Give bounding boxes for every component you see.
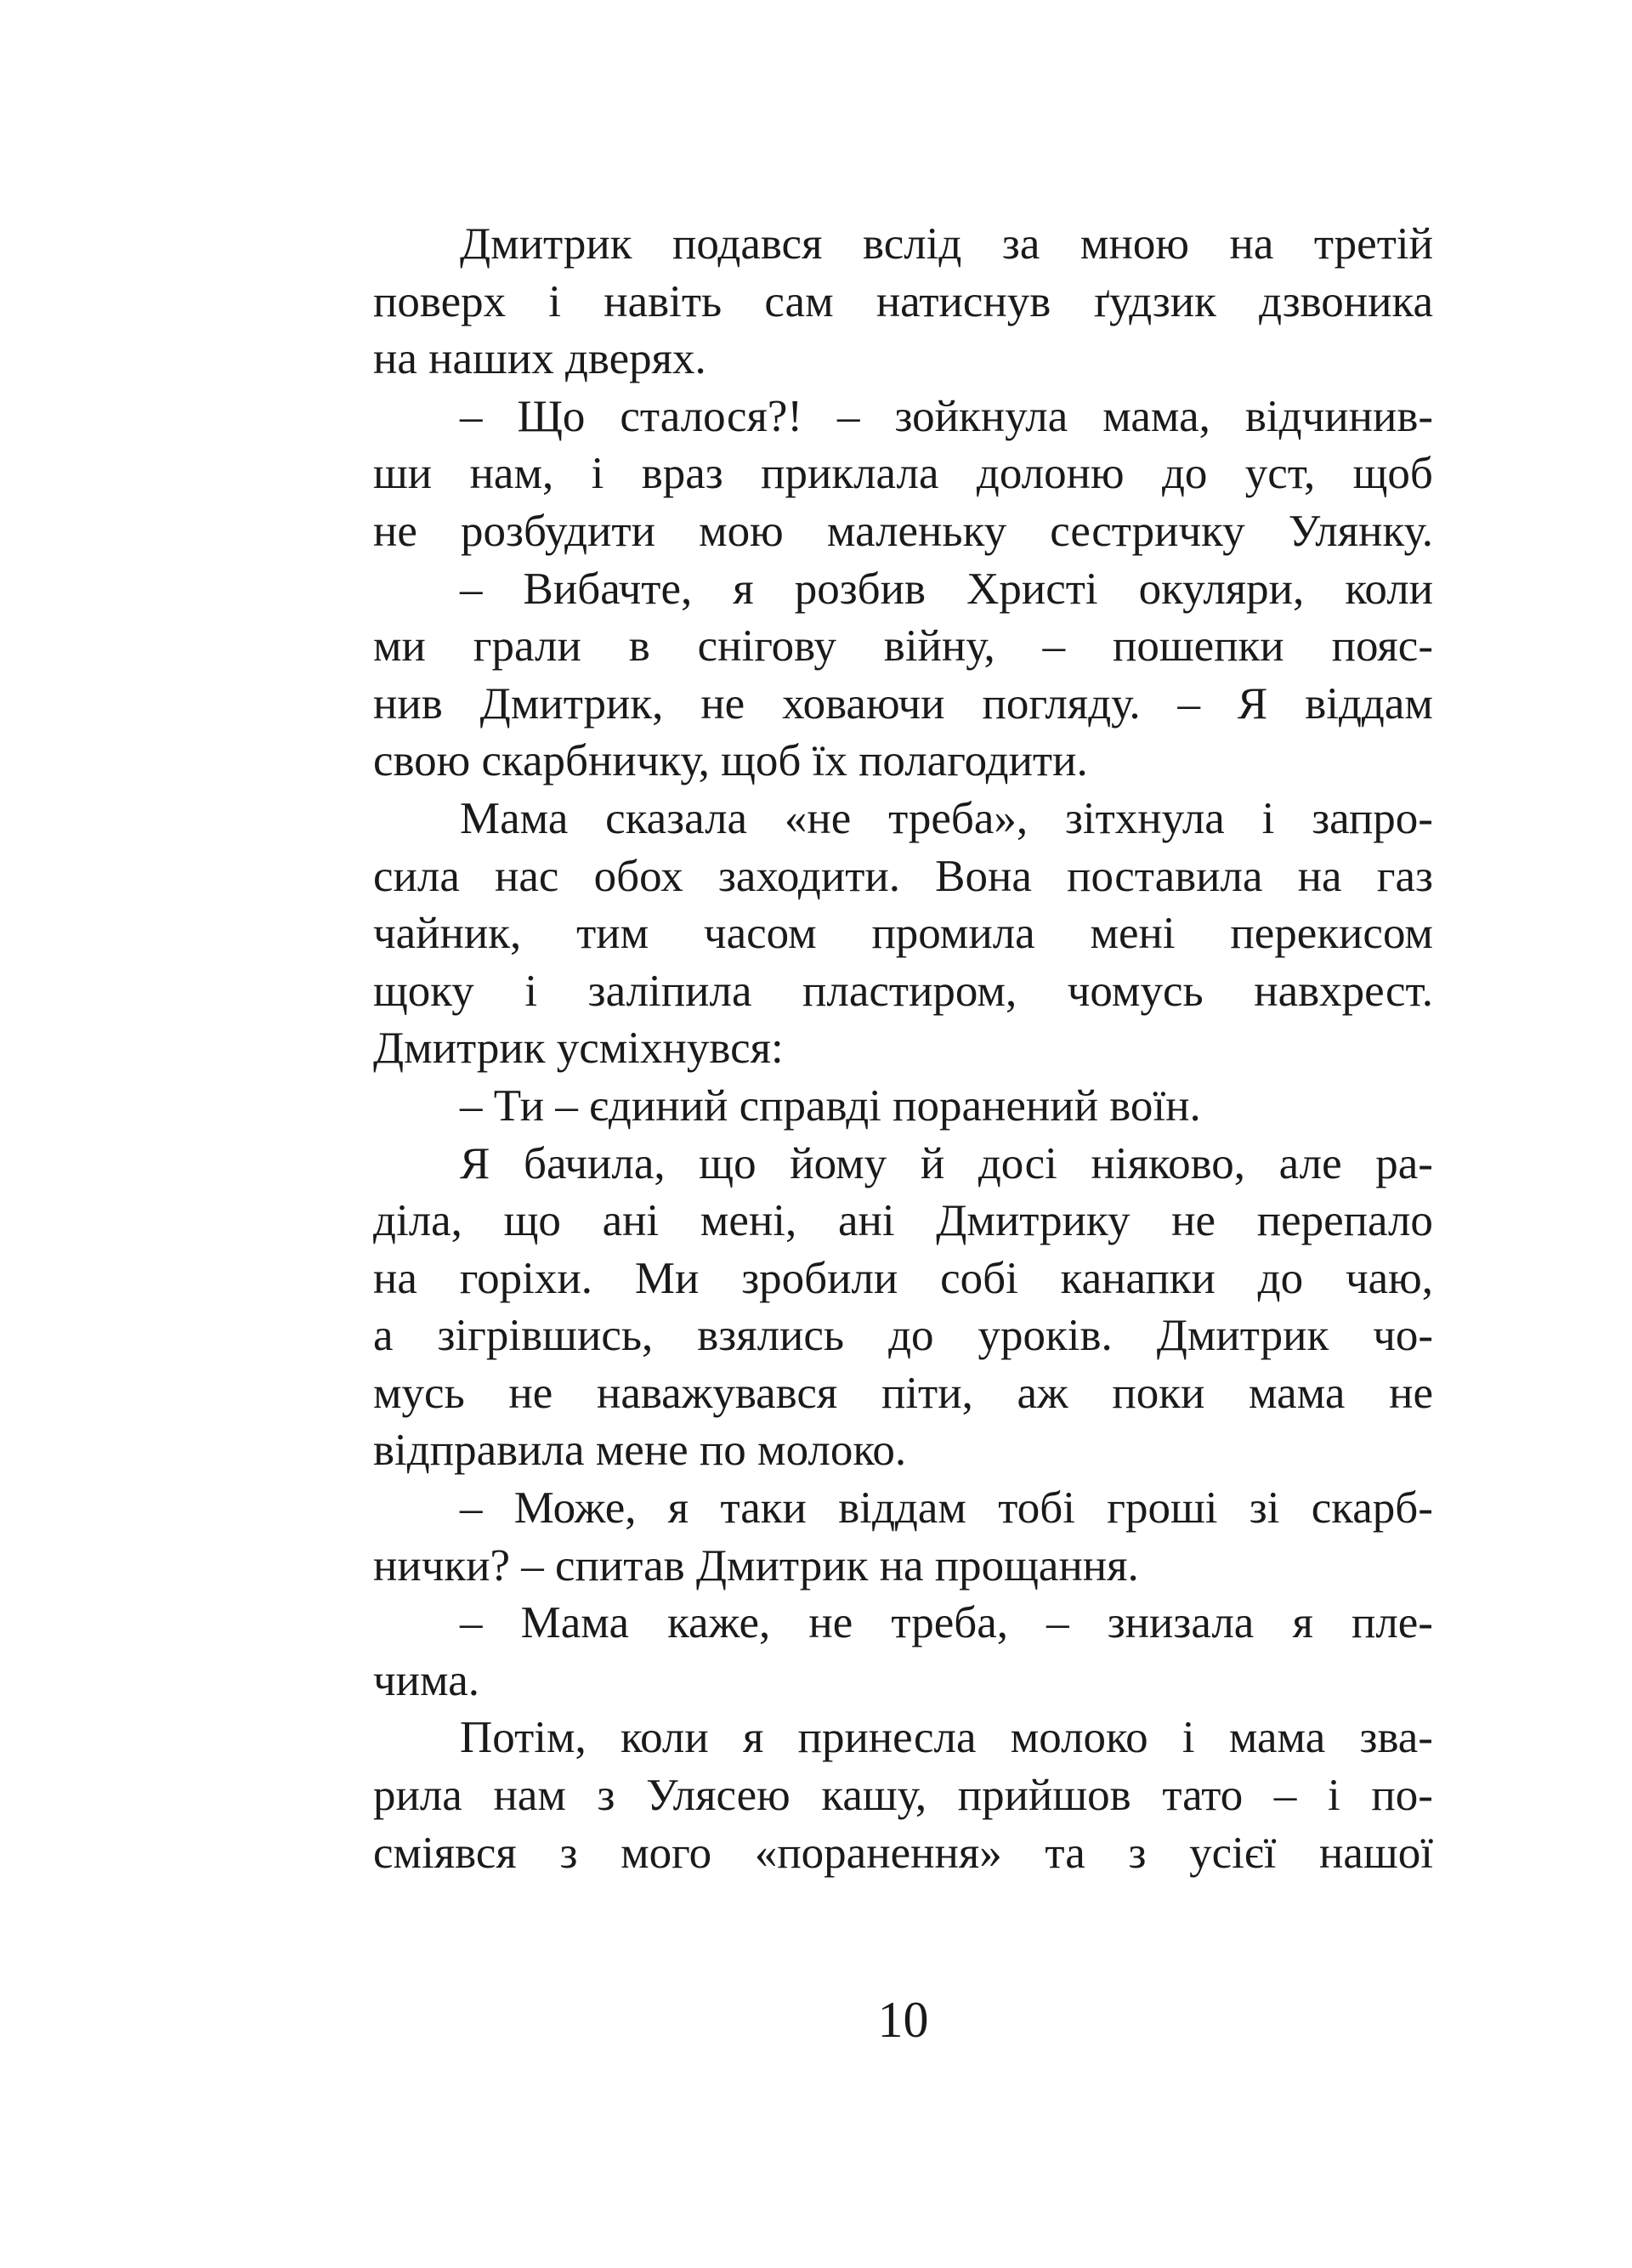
word: нив <box>373 678 443 729</box>
text-line: на наших дверях. <box>373 334 706 384</box>
word: Дмитрик <box>460 219 632 269</box>
word: пошепки <box>1113 621 1284 672</box>
word: щоб <box>1352 449 1433 499</box>
word: до <box>1161 449 1208 499</box>
word: й <box>920 1138 945 1188</box>
text-line <box>373 503 1433 561</box>
word: досі <box>978 1138 1057 1188</box>
word: зробили <box>741 1253 898 1303</box>
word: наважувався <box>596 1368 838 1418</box>
word: – <box>1273 1771 1297 1821</box>
word: «поранення» <box>754 1828 1002 1878</box>
word: я <box>742 1713 764 1763</box>
word: перекисом <box>1230 909 1433 959</box>
word: долоню <box>976 449 1125 499</box>
text-line: нички? – спитав Дмитрик на прощання. <box>373 1540 1139 1590</box>
word: зі <box>1249 1483 1280 1534</box>
page-body-text <box>373 216 1433 1882</box>
word: рила <box>373 1771 462 1821</box>
word: заходити. <box>717 851 900 901</box>
word: мого <box>620 1828 712 1878</box>
text-line: свою скарбничку, щоб їх полагодити. <box>373 736 1088 786</box>
word: поки <box>1112 1368 1205 1418</box>
word: приклала <box>761 449 939 499</box>
word: щоку <box>373 966 474 1016</box>
word: а <box>373 1311 394 1361</box>
word: на <box>1229 219 1274 269</box>
word: Я <box>1237 678 1268 729</box>
text-line: Дмитрик усміхнувся: <box>373 1023 784 1074</box>
word: заліпила <box>587 966 752 1016</box>
word: мою <box>699 506 784 556</box>
word: ніяково, <box>1091 1138 1245 1188</box>
word: нам <box>493 1771 566 1821</box>
word: скарб- <box>1311 1483 1433 1534</box>
word: дзвоника <box>1259 276 1433 326</box>
word: йому <box>790 1138 887 1188</box>
word: треба», <box>888 793 1028 843</box>
word: ані <box>837 1196 895 1246</box>
word: але <box>1278 1138 1342 1188</box>
word: мама <box>1228 1713 1326 1763</box>
word: сам <box>764 276 834 326</box>
word: грали <box>473 621 581 672</box>
word: Дмитрик, <box>479 678 664 729</box>
word: що <box>503 1196 561 1246</box>
word: сила <box>373 851 460 901</box>
word: мусь <box>373 1368 465 1418</box>
word: Мама <box>520 1598 629 1648</box>
text-line <box>373 848 1433 906</box>
word: зва- <box>1359 1713 1433 1763</box>
word: уст, <box>1244 449 1316 499</box>
text-line <box>373 618 1433 676</box>
word: вслід <box>863 219 962 269</box>
word: нам, <box>469 449 554 499</box>
text-line <box>373 1136 1433 1194</box>
word: і <box>1261 793 1275 843</box>
word: треба, <box>891 1598 1008 1648</box>
word: Ми <box>634 1253 700 1303</box>
word: запро- <box>1312 793 1433 843</box>
text-line <box>373 445 1433 503</box>
word: враз <box>641 449 723 499</box>
word: на <box>1297 851 1342 901</box>
word: погляду. <box>982 678 1141 729</box>
word: мені <box>1090 909 1176 959</box>
word: ра- <box>1375 1138 1433 1188</box>
word: я <box>1292 1598 1313 1648</box>
word: – <box>1177 678 1201 729</box>
text-line <box>373 963 1433 1021</box>
word: не <box>808 1598 853 1648</box>
word: піти, <box>881 1368 973 1418</box>
word: віддам <box>1305 678 1433 729</box>
word: молоко <box>1010 1713 1148 1763</box>
word: та <box>1045 1828 1085 1878</box>
word: і <box>591 449 604 499</box>
word: сказала <box>605 793 748 843</box>
word: Христі <box>966 564 1098 614</box>
word: і <box>1328 1771 1340 1821</box>
text-line: відправила мене по молоко. <box>373 1426 907 1476</box>
word: пле- <box>1351 1598 1433 1648</box>
word: гроші <box>1107 1483 1218 1534</box>
word: часом <box>703 909 817 959</box>
word: Мама <box>460 793 569 843</box>
word: принесла <box>797 1713 977 1763</box>
word: тато <box>1162 1771 1244 1821</box>
word: з <box>559 1828 578 1878</box>
word: снігову <box>697 621 836 672</box>
word: окуляри, <box>1138 564 1305 614</box>
word: за <box>1001 219 1040 269</box>
word: Дмитрик <box>1156 1311 1329 1361</box>
word: сталося?! <box>620 391 803 441</box>
word: Що <box>517 391 586 441</box>
word: коли <box>1345 564 1433 614</box>
word: аж <box>1017 1368 1068 1418</box>
text-line <box>373 388 1433 446</box>
word: нас <box>495 851 559 901</box>
word: війну, <box>883 621 995 672</box>
word: кашу, <box>821 1771 927 1821</box>
word: по- <box>1371 1771 1433 1821</box>
text-line <box>373 905 1433 963</box>
word: – <box>1046 1598 1069 1648</box>
word: коли <box>620 1713 709 1763</box>
word: пояс- <box>1331 621 1433 672</box>
word: і <box>524 966 538 1016</box>
word: уроків. <box>978 1311 1113 1361</box>
word: – <box>460 1598 483 1648</box>
text-line <box>373 561 1433 619</box>
word: чо- <box>1373 1311 1433 1361</box>
word: подався <box>672 219 823 269</box>
word: чомусь <box>1067 966 1204 1016</box>
word: сміявся <box>373 1828 517 1878</box>
text-line <box>373 1193 1433 1250</box>
word: не <box>700 678 745 729</box>
word: навхрест. <box>1254 966 1433 1016</box>
word: «не <box>784 793 852 843</box>
word: Може, <box>513 1483 637 1534</box>
word: – <box>460 391 483 441</box>
word: навіть <box>604 276 722 326</box>
text-line <box>373 1767 1433 1825</box>
text-line <box>373 1595 1433 1653</box>
word: сестричку <box>1050 506 1245 556</box>
text-line <box>373 791 1433 848</box>
word: і <box>548 276 562 326</box>
word: діла, <box>373 1196 462 1246</box>
text-line: чима. <box>373 1655 479 1705</box>
word: Улянку. <box>1288 506 1433 556</box>
word: ши <box>373 449 433 499</box>
word: в <box>628 621 650 672</box>
word: Вона <box>935 851 1032 901</box>
word: не <box>1389 1368 1433 1418</box>
text-line <box>373 1480 1433 1538</box>
word: тим <box>576 909 649 959</box>
word: нашої <box>1319 1828 1433 1878</box>
word: ми <box>373 621 426 672</box>
word: – <box>1042 621 1066 672</box>
word: натиснув <box>876 276 1051 326</box>
word: Вибачте, <box>523 564 693 614</box>
word: зігрівшись, <box>437 1311 654 1361</box>
word: – <box>460 1483 483 1534</box>
word: тобі <box>998 1483 1075 1534</box>
word: не <box>373 506 417 556</box>
word: я <box>733 564 754 614</box>
text-line <box>373 676 1433 734</box>
word: не <box>508 1368 553 1418</box>
word: канапки <box>1060 1253 1216 1303</box>
word: чайник, <box>373 909 522 959</box>
word: Я <box>460 1138 490 1188</box>
word: на <box>373 1253 417 1303</box>
word: Потім, <box>460 1713 586 1763</box>
word: горіхи. <box>459 1253 592 1303</box>
text-line <box>373 1250 1433 1308</box>
word: з <box>1128 1828 1147 1878</box>
word: третій <box>1313 219 1433 269</box>
word: ґудзик <box>1093 276 1216 326</box>
word: відчинив- <box>1244 391 1433 441</box>
word: каже, <box>667 1598 771 1648</box>
word: до <box>1257 1253 1304 1303</box>
word: ховаючи <box>782 678 945 729</box>
word: обох <box>593 851 683 901</box>
word: знизала <box>1107 1598 1255 1648</box>
word: усієї <box>1189 1828 1277 1878</box>
word: не <box>1171 1196 1216 1246</box>
word: ані <box>602 1196 660 1246</box>
word: Улясею <box>646 1771 790 1821</box>
word: маленьку <box>826 506 1007 556</box>
text-line <box>373 274 1433 332</box>
word: що <box>699 1138 756 1188</box>
word: поверх <box>373 276 507 326</box>
text-line <box>373 216 1433 274</box>
word: промила <box>871 909 1035 959</box>
text-line <box>373 1365 1433 1423</box>
word: таки <box>720 1483 807 1534</box>
word: собі <box>940 1253 1018 1303</box>
word: мама, <box>1102 391 1210 441</box>
word: Дмитрику <box>936 1196 1130 1246</box>
word: до <box>888 1311 934 1361</box>
word: – <box>460 564 483 614</box>
text-line <box>373 1710 1433 1767</box>
word: розбудити <box>461 506 655 556</box>
word: поставила <box>1067 851 1263 901</box>
word: взялись <box>697 1311 845 1361</box>
word: зойкнула <box>894 391 1068 441</box>
word: мені, <box>700 1196 797 1246</box>
page-number: 10 <box>877 1992 929 2048</box>
word: бачила, <box>524 1138 666 1188</box>
word: розбив <box>794 564 926 614</box>
word: і <box>1182 1713 1195 1763</box>
word: віддам <box>838 1483 966 1534</box>
word: мною <box>1080 219 1189 269</box>
word: прийшов <box>957 1771 1131 1821</box>
word: чаю, <box>1345 1253 1433 1303</box>
word: мама <box>1249 1368 1346 1418</box>
word: зітхнула <box>1064 793 1225 843</box>
word: перепало <box>1256 1196 1433 1246</box>
text-line: – Ти – єдиний справді поранений воїн. <box>460 1080 1201 1131</box>
word: – <box>837 391 860 441</box>
word: я <box>667 1483 689 1534</box>
word: пластиром, <box>802 966 1017 1016</box>
text-line <box>373 1307 1433 1365</box>
word: з <box>597 1771 615 1821</box>
word: газ <box>1376 851 1433 901</box>
text-line <box>373 1825 1433 1883</box>
